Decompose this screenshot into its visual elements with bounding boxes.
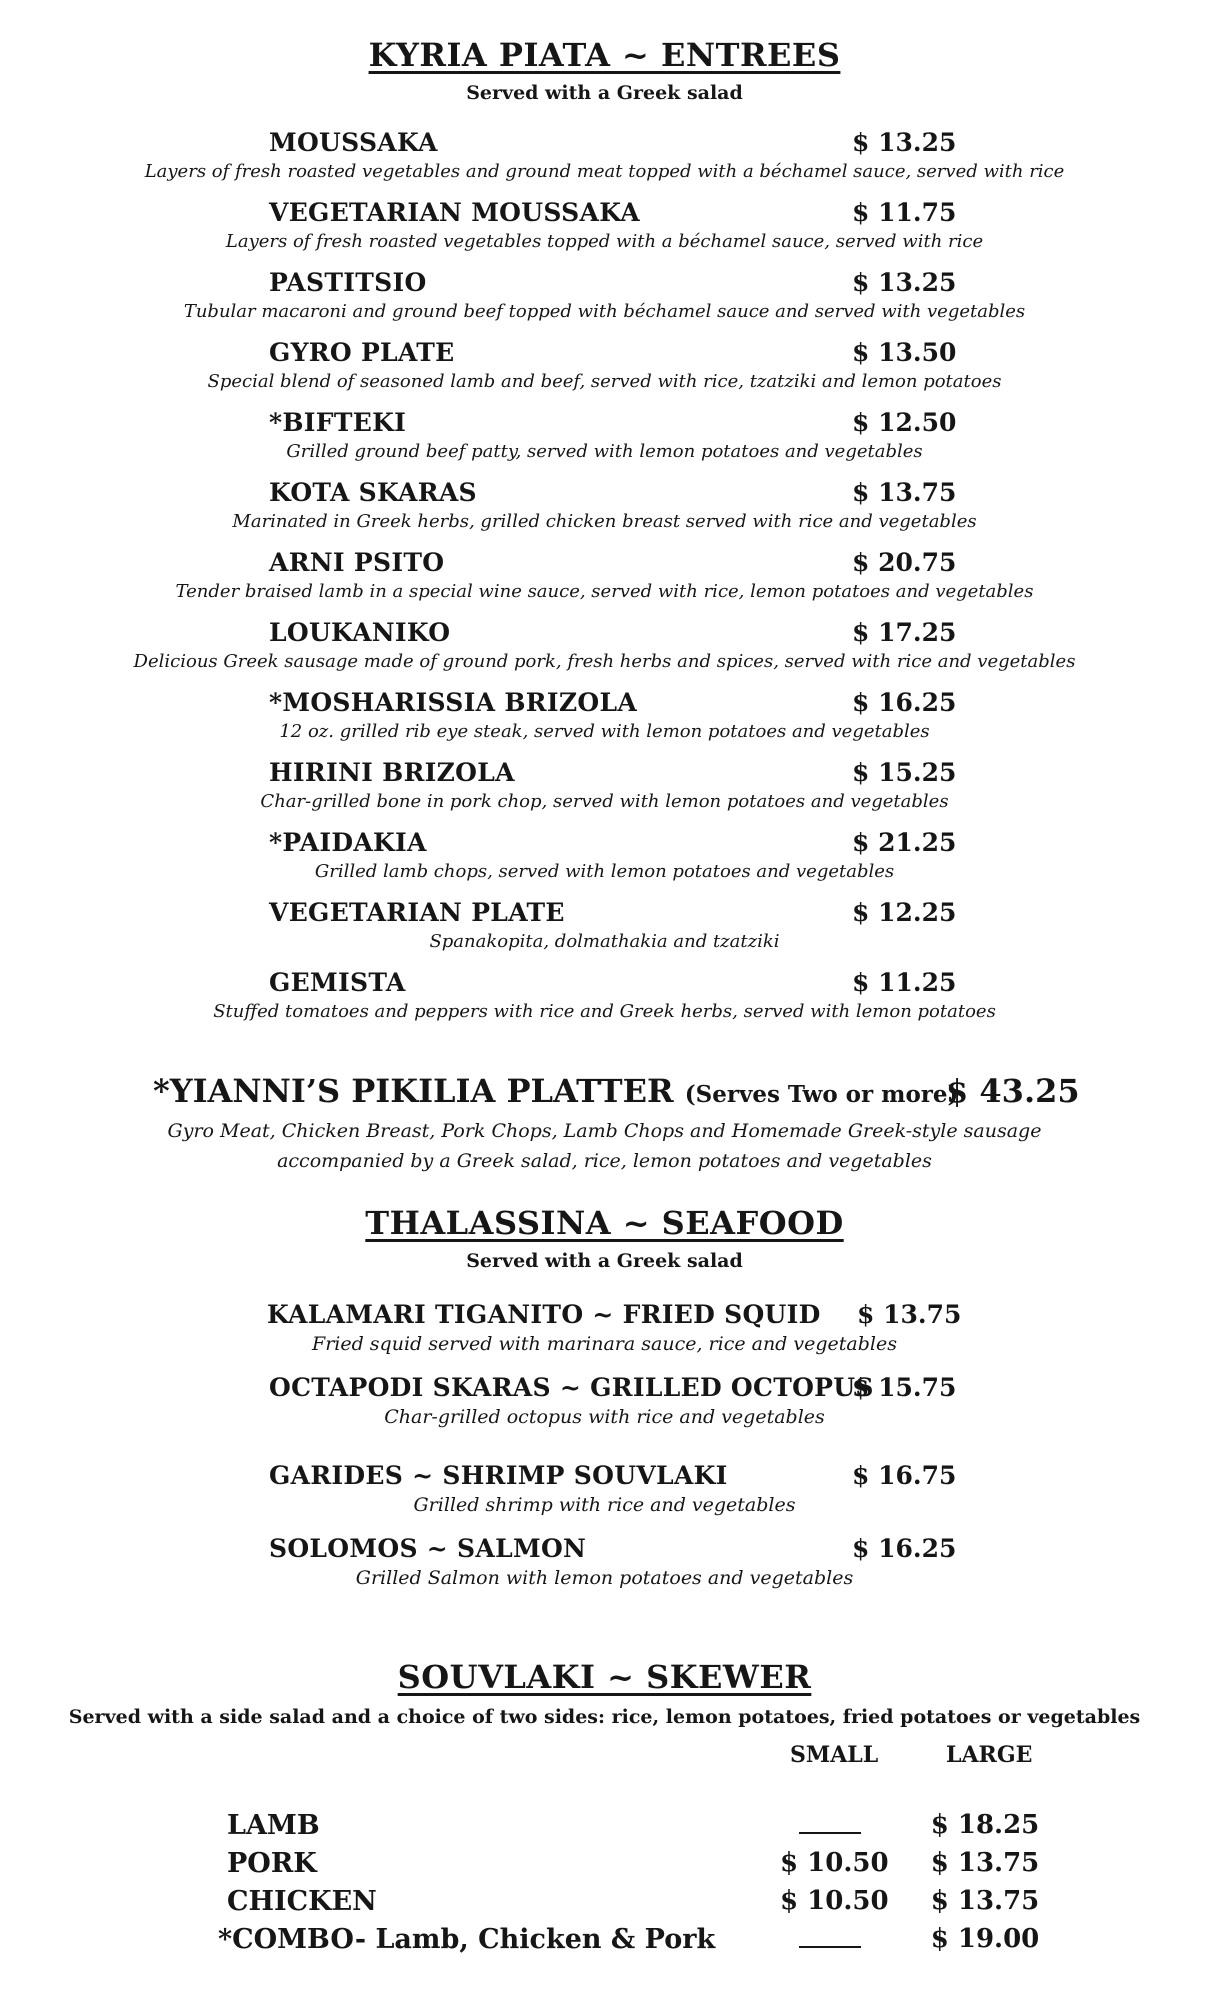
souvlaki-small-price: $ 10.50 [780,1848,889,1878]
souvlaki-large-price: $ 13.75 [930,1848,1040,1878]
item-price: $ 12.25 [852,898,957,927]
souvlaki-small-price: $ 10.50 [780,1886,889,1916]
souvlaki-title: SOUVLAKI ~ SKEWER [397,1658,812,1696]
item-name: KALAMARI TIGANITO ~ FRIED SQUID [267,1300,821,1329]
souvlaki-name: LAMB [227,1810,320,1841]
souvlaki-small-price [780,1924,880,1955]
item-name: HIRINI BRIZOLA [269,758,515,787]
item-description: 12 oz. grilled rib eye steak, served with lemon potatoes and vegetables [279,721,930,742]
item-price: $ 11.75 [852,198,957,227]
item-price: $ 16.25 [852,688,957,717]
item-name: GYRO PLATE [269,338,455,367]
item-price: $ 15.25 [852,758,957,787]
souvlaki-row [0,1810,1209,1846]
item-description: Delicious Greek sausage made of ground pork, fresh herbs and spices, served with rice and vegetables [133,651,1076,672]
platter-price: $ 43.25 [946,1072,1080,1110]
item-price: $ 17.25 [852,618,957,647]
item-name: ARNI PSITO [269,548,445,577]
item-description: Special blend of seasoned lamb and beef, served with rice, tzatziki and lemon potatoes [207,371,1002,392]
item-price: $ 12.50 [852,408,957,437]
item-price: $ 13.75 [852,478,957,507]
entrees-subtitle: Served with a Greek salad [466,82,743,104]
item-name: MOUSSAKA [269,128,438,157]
item-name: KOTA SKARAS [269,478,477,507]
item-name: SOLOMOS ~ SALMON [269,1534,587,1563]
souvlaki-row [0,1924,1209,1960]
item-price: $ 21.25 [852,828,957,857]
item-description: Layers of fresh roasted vegetables topped with a béchamel sauce, served with rice [225,231,984,252]
item-description: Layers of fresh roasted vegetables and ground meat topped with a béchamel sauce, served with rice [144,161,1065,182]
item-description: Grilled Salmon with lemon potatoes and vegetables [355,1567,854,1589]
item-price: $ 16.25 [852,1534,957,1563]
platter-description: Gyro Meat, Chicken Breast, Pork Chops, Lamb Chops and Homemade Greek-style sausage [167,1120,1042,1142]
item-description: Marinated in Greek herbs, grilled chicken breast served with rice and vegetables [232,511,977,532]
item-description: Char-grilled bone in pork chop, served with lemon potatoes and vegetables [260,791,949,812]
item-description: Tubular macaroni and ground beef topped with béchamel sauce and served with vegetables [183,301,1026,322]
item-price: $ 13.50 [852,338,957,367]
item-name: VEGETARIAN PLATE [269,898,565,927]
item-name: PASTITSIO [269,268,427,297]
souvlaki-name: *COMBO- Lamb, Chicken & Pork [218,1924,716,1955]
item-name: VEGETARIAN MOUSSAKA [269,198,640,227]
item-price: $ 13.75 [857,1300,962,1329]
item-price: $ 13.25 [852,128,957,157]
item-description: Grilled shrimp with rice and vegetables [413,1494,796,1516]
seafood-title: THALASSINA ~ SEAFOOD [365,1204,844,1242]
item-name: *PAIDAKIA [269,828,427,857]
platter-description: accompanied by a Greek salad, rice, lemon potatoes and vegetables [277,1150,932,1172]
item-name: OCTAPODI SKARAS ~ GRILLED OCTOPUS [269,1373,874,1402]
item-price: $ 15.75 [852,1373,957,1402]
item-name: *MOSHARISSIA BRIZOLA [269,688,638,717]
item-description: Fried squid served with marinara sauce, rice and vegetables [312,1333,897,1355]
souvlaki-row [0,1848,1209,1884]
platter-note: (Serves Two or more) [684,1081,959,1108]
souvlaki-subtitle: Served with a side salad and a choice of two sides: rice, lemon potatoes, fried potatoes or vegetables [68,1706,1141,1728]
item-description: Grilled lamb chops, served with lemon potatoes and vegetables [314,861,895,882]
item-description: Grilled ground beef patty, served with lemon potatoes and vegetables [286,441,923,462]
platter-item [0,1072,1209,1112]
souvlaki-name: CHICKEN [227,1886,377,1917]
souvlaki-row [0,1886,1209,1922]
item-price: $ 20.75 [852,548,957,577]
item-name: LOUKANIKO [269,618,451,647]
item-name: GARIDES ~ SHRIMP SOUVLAKI [269,1461,728,1490]
item-price: $ 13.25 [852,268,957,297]
column-header-small: SMALL [790,1742,879,1768]
no-price-dash [799,1924,861,1948]
item-price: $ 16.75 [852,1461,957,1490]
item-name: *BIFTEKI [269,408,407,437]
souvlaki-large-price: $ 13.75 [930,1886,1040,1916]
souvlaki-large-price: $ 19.00 [930,1924,1040,1954]
souvlaki-small-price [780,1810,880,1841]
platter-name [153,1072,958,1110]
item-name: GEMISTA [269,968,406,997]
item-description: Tender braised lamb in a special wine sauce, served with rice, lemon potatoes and vegetables [175,581,1034,602]
platter-name-text: *YIANNI’S PIKILIA PLATTER [153,1072,674,1110]
item-description: Spanakopita, dolmathakia and tzatziki [429,931,780,952]
column-header-large: LARGE [946,1742,1033,1768]
item-description: Char-grilled octopus with rice and vegetables [384,1406,825,1428]
item-description: Stuffed tomatoes and peppers with rice and Greek herbs, served with lemon potatoes [213,1001,996,1022]
souvlaki-name: PORK [227,1848,317,1879]
item-price: $ 11.25 [852,968,957,997]
seafood-subtitle: Served with a Greek salad [466,1250,743,1272]
entrees-title: KYRIA PIATA ~ ENTREES [368,36,841,74]
souvlaki-large-price: $ 18.25 [930,1810,1040,1840]
no-price-dash [799,1810,861,1834]
